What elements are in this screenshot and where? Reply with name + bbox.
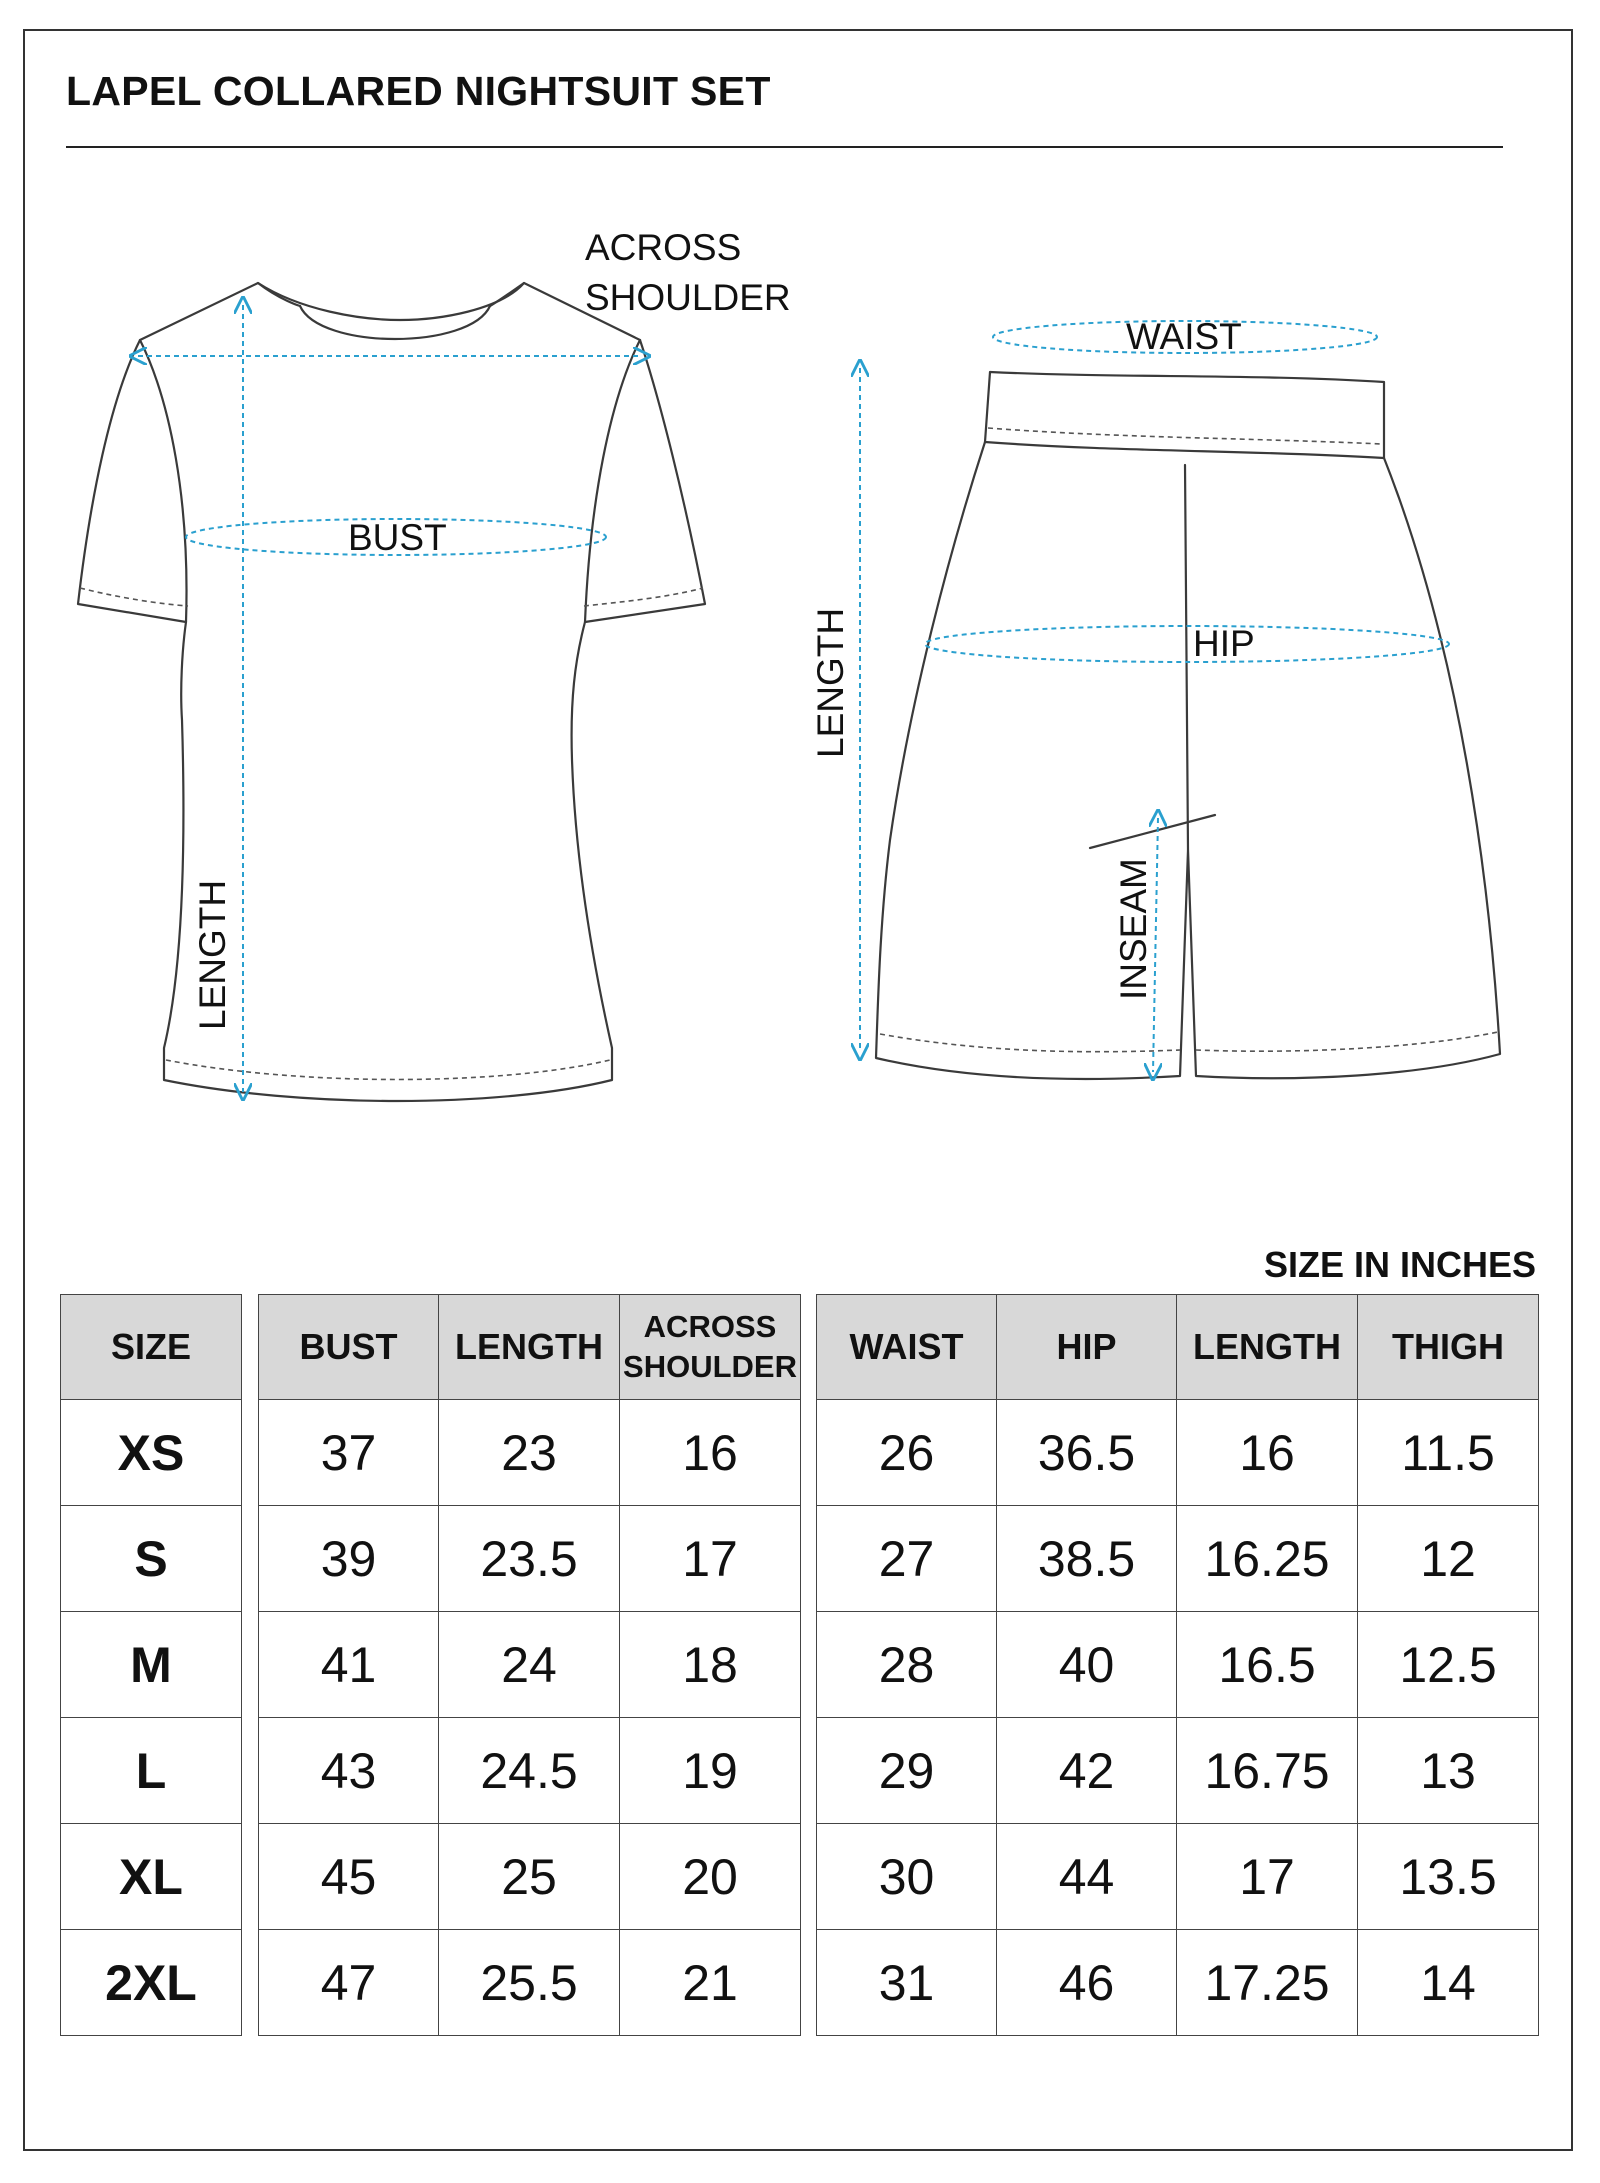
across-shoulder-label-line1: ACROSS [585,227,742,268]
bottom-length-cell: 16.75 [1177,1718,1358,1824]
table-row [259,1718,801,1824]
waist-cell: 26 [817,1400,997,1506]
bottom-length-cell: 17.25 [1177,1930,1358,2036]
hip-label: HIP [1193,623,1255,664]
bust-cell: 43 [259,1718,439,1824]
shorts-illustration [876,372,1500,1079]
size-cell: L [61,1718,242,1824]
top-length-cell: 24.5 [439,1718,620,1824]
bust-column-header: BUST [259,1295,439,1400]
top-length-cell: 25 [439,1824,620,1930]
hip-cell: 36.5 [997,1400,1177,1506]
waist-cell: 28 [817,1612,997,1718]
tshirt-illustration [78,283,705,1101]
waist-cell: 29 [817,1718,997,1824]
table-row [817,1506,1539,1612]
across-shoulder-cell: 17 [620,1506,801,1612]
hip-cell: 38.5 [997,1506,1177,1612]
across-shoulder-label-line2: SHOULDER [585,277,791,318]
table-row [817,1718,1539,1824]
size-cell: S [61,1506,242,1612]
shorts-center-seam [1185,465,1188,850]
tshirt-bottom-hem [166,1060,610,1080]
shorts-waistband-stitch [988,428,1382,444]
bust-cell: 45 [259,1824,439,1930]
size-cell: XS [61,1400,242,1506]
waist-cell: 30 [817,1824,997,1930]
table-row [259,1506,801,1612]
across-shoulder-cell: 18 [620,1612,801,1718]
thigh-cell: 12.5 [1358,1612,1539,1718]
top-length-cell: 23 [439,1400,620,1506]
hip-cell: 46 [997,1930,1177,2036]
tshirt-left-sleeve-hem [80,588,188,606]
top-length-label: LENGTH [192,879,233,1030]
table-row [61,1506,242,1612]
table-row [259,1824,801,1930]
top-measurements-table [258,1294,801,2036]
across-shoulder-cell: 19 [620,1718,801,1824]
table-row [61,1400,242,1506]
hip-cell: 42 [997,1718,1177,1824]
table-row [61,1824,242,1930]
hip-column-header: HIP [997,1295,1177,1400]
bottom-header-row [817,1295,1539,1400]
bust-cell: 39 [259,1506,439,1612]
thigh-cell: 11.5 [1358,1400,1539,1506]
shorts-waistband [985,372,1384,458]
shorts-left-hem [880,1034,1180,1052]
across-shoulder-cell: 20 [620,1824,801,1930]
table-row [817,1612,1539,1718]
bottom-length-cell: 16 [1177,1400,1358,1506]
waist-column-header: WAIST [817,1295,997,1400]
size-column-header: SIZE [61,1295,242,1400]
size-unit-note: SIZE IN INCHES [1263,1244,1536,1285]
across-shoulder-cell: 16 [620,1400,801,1506]
thigh-column-header: THIGH [1358,1295,1539,1400]
waist-cell: 27 [817,1506,997,1612]
bust-cell: 41 [259,1612,439,1718]
size-cell: M [61,1612,242,1718]
top-length-cell: 24 [439,1612,620,1718]
hip-cell: 40 [997,1612,1177,1718]
bottom-length-cell: 16.25 [1177,1506,1358,1612]
bottom-measurements-table [816,1294,1539,2036]
across-shoulder-column-header [620,1295,801,1400]
bust-cell: 37 [259,1400,439,1506]
thigh-cell: 13 [1358,1718,1539,1824]
table-row [817,1400,1539,1506]
top-header-row [259,1295,801,1400]
size-cell: 2XL [61,1930,242,2036]
thigh-cell: 14 [1358,1930,1539,2036]
thigh-cell: 13.5 [1358,1824,1539,1930]
top-length-cell: 23.5 [439,1506,620,1612]
tshirt-right-sleeve-hem [584,588,703,606]
bust-label: BUST [348,517,447,558]
bottom-length-label: LENGTH [810,607,851,758]
table-row [817,1824,1539,1930]
table-row [259,1400,801,1506]
size-header-row [61,1295,242,1400]
bust-cell: 47 [259,1930,439,2036]
table-row [61,1612,242,1718]
size-label-table [60,1294,242,2036]
across-shoulder-header-line2: SHOULDER [623,1349,797,1384]
hip-cell: 44 [997,1824,1177,1930]
shorts-right-hem [1196,1032,1498,1051]
top-length-cell: 25.5 [439,1930,620,2036]
tshirt-outline [78,283,705,1101]
bottom-length-cell: 16.5 [1177,1612,1358,1718]
table-row [259,1930,801,2036]
top-length-column-header: LENGTH [439,1295,620,1400]
size-cell: XL [61,1824,242,1930]
tshirt-right-armhole [585,340,640,622]
thigh-cell: 12 [1358,1506,1539,1612]
table-row [61,1930,242,2036]
inseam-label: INSEAM [1113,858,1154,1000]
page-title: LAPEL COLLARED NIGHTSUIT SET [66,68,771,114]
bottom-length-cell: 17 [1177,1824,1358,1930]
shorts-fly-line [1090,815,1215,848]
table-row [817,1930,1539,2036]
across-shoulder-cell: 21 [620,1930,801,2036]
waist-label: WAIST [1126,316,1242,357]
across-shoulder-header-line1: ACROSS [643,1309,777,1344]
waist-cell: 31 [817,1930,997,2036]
tshirt-left-armhole [140,340,187,622]
bottom-length-column-header: LENGTH [1177,1295,1358,1400]
table-row [61,1718,242,1824]
table-row [259,1612,801,1718]
